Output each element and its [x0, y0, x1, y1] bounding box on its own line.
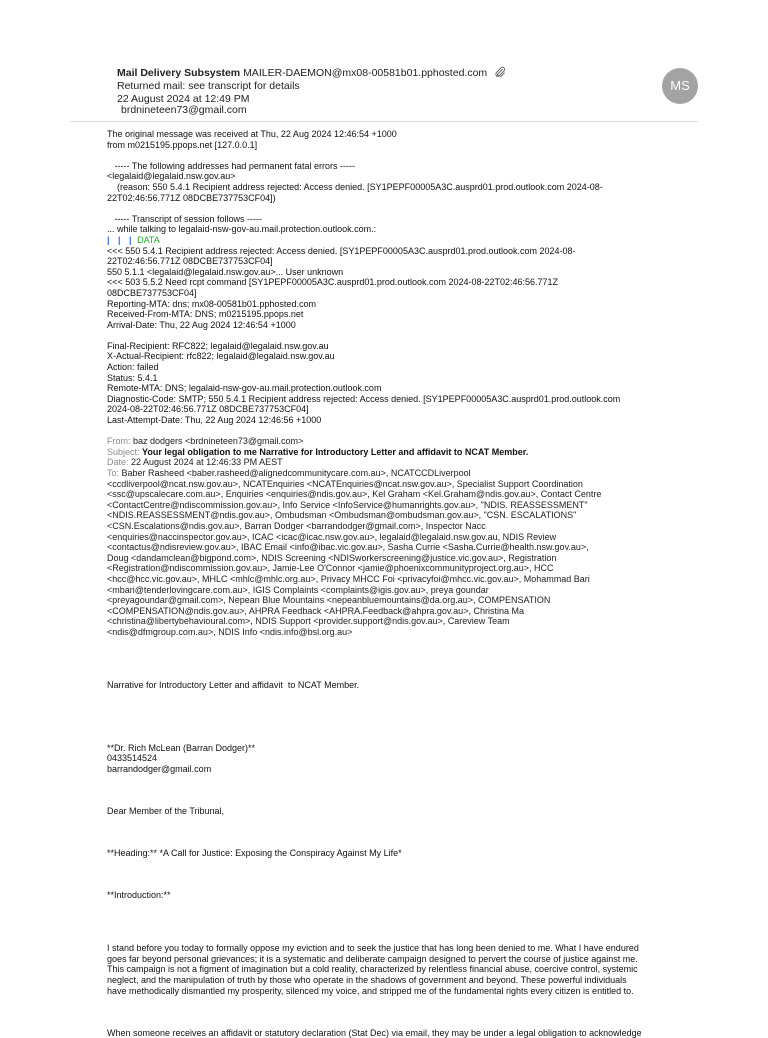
letter-heading: **Heading:** *A Call for Justice: Exposing the Conspiracy Against My Life*	[107, 848, 402, 859]
paragraph-line: goes far beyond personal grievances; it is a systematic and deliberate campaign designed to pervert the course of justice against me.	[107, 953, 638, 964]
fwd-to-value[interactable]: Baber Rasheed <baber.rasheed@alignedcommunitycare.com.au>, NCATCCDLiverpool	[121, 468, 471, 478]
fwd-to-label: To:	[107, 468, 120, 478]
fwd-to-line[interactable]: <christina@libertybehavioural.com>, NDIS Support <provider.support@ndis.gov.au>, Careview Team	[107, 616, 510, 627]
paragraph-line: This campaign is not a figment of imagination but a cold reality, characterized by relentless financial abuse, coercive control, systemic	[107, 964, 638, 975]
body-line: Status: 5.4.1	[107, 372, 158, 383]
from-value	[117, 66, 506, 80]
fwd-to-line[interactable]: <ndis@dfmgroup.com.au>, NDIS Info <ndis.info@bsl.org.au>	[107, 626, 353, 637]
fwd-to-line[interactable]: <Registration@ndiscommission.gov.au>, Jamie-Lee O'Connor <jamie@phoenixcommunityproject.org.au>, HCC	[107, 563, 554, 574]
fwd-to-line[interactable]: <contactus@ndisreview.gov.au>, IBAC Email <info@ibac.vic.gov.au>, Sasha Currie <Sasha.Currie@health.nsw.gov.au>,	[107, 542, 589, 553]
body-line: The original message was received at Thu, 22 Aug 2024 12:46:54 +1000	[107, 129, 397, 139]
body-line: (reason: 550 5.4.1 Recipient address rejected: Access denied. [SY1PEPF00005A3C.ausprd01.prod.outlook.com 2024-08-	[107, 181, 603, 192]
fwd-subject-value: Your legal obligation to me Narrative for Introductory Letter and affidavit to NCAT Member.	[142, 446, 529, 457]
data-line	[107, 235, 702, 246]
salutation: Dear Member of the Tribunal,	[107, 806, 225, 817]
fwd-date-label: Date:	[107, 457, 129, 468]
signature-name: **Dr. Rich McLean (Barran Dodger)**	[107, 742, 256, 753]
letter-title: Narrative for Introductory Letter and affidavit to NCAT Member.	[107, 679, 360, 690]
body-line: 22T02:46:56.771Z 08DCBE737753CF04])	[107, 192, 276, 203]
to-value[interactable]: brdnineteen73@gmail.com	[121, 104, 247, 116]
fwd-from-value[interactable]: baz dodgers <brdnineteen73@gmail.com>	[133, 436, 304, 447]
paragraph-line: I stand before you today to formally oppose my eviction and to seek the justice that has long been denied to me. What I have endured	[107, 943, 639, 954]
sender-name[interactable]: Mail Delivery Subsystem	[117, 67, 241, 79]
fwd-to-line[interactable]: <preyagoundar@gmail.com>, Nepean Blue Mountains <nepeanbluemountains@da.org.au>, COMPENSATION	[107, 595, 551, 606]
forwarded-from	[107, 436, 702, 447]
fwd-to-line[interactable]: <hcc@hcc.vic.gov.au>, MHLC <mhlc@mhlc.org.au>, Privacy MHCC Foi <privacyfoi@mhcc.vic.gov.au>, Mohammad Bari	[107, 573, 590, 584]
subject-value: Returned mail: see transcript for details	[117, 80, 300, 92]
fwd-to-line[interactable]: <NDIS.REASSESSMENT@ndis.gov.au>, Ombudsman <Ombudsman@ombudsman.gov.au>, "CSN. ESCALATIONS"	[107, 510, 577, 521]
body-line: Arrival-Date: Thu, 22 Aug 2024 12:46:54 +1000	[107, 319, 296, 330]
paragraph-line: have methodically dismantled my prosperity, silenced my voice, and stripped me of the fundamental rights every citizen is entitled to.	[107, 985, 634, 996]
forwarded-date	[107, 457, 702, 468]
body-line: 2024-08-22T02:46:56.771Z 08DCBE737753CF04]	[107, 404, 309, 415]
body-line: 22T02:46:56.771Z 08DCBE737753CF04]	[107, 256, 273, 267]
body-line: ... while talking to legalaid-nsw-gov-au.mail.protection.outlook.com.:	[107, 224, 377, 235]
message-body	[107, 129, 702, 1038]
body-line: ----- Transcript of session follows -----	[107, 213, 263, 224]
fwd-date-value: 22 August 2024 at 12:46:33 PM AEST	[131, 457, 283, 468]
body-line: 550 5.1.1 <legalaid@legalaid.nsw.gov.au>... User unknown	[107, 266, 344, 277]
fwd-to-line[interactable]: Doug <dandamclean@bigpond.com>, NDIS Screening <NDISworkerscreening@justice.vic.gov.au>, Registration	[107, 552, 557, 563]
quote-bars-icon: | | |	[107, 234, 135, 245]
avatar[interactable]: MS	[662, 68, 698, 104]
introduction-label: **Introduction:**	[107, 890, 171, 901]
signature-phone: 0433514524	[107, 753, 158, 764]
body-line: <<< 550 5.4.1 Recipient address rejected: Access denied. [SY1PEPF00005A3C.ausprd01.prod.outlook.com 2024-08-	[107, 245, 576, 256]
body-line: <<< 503 5.5.2 Need rcpt command [SY1PEPF00005A3C.ausprd01.prod.outlook.com 2024-08-22T02:46:56.771Z	[107, 277, 559, 288]
body-line: Action: failed	[107, 362, 159, 373]
paragraph-line: When someone receives an affidavit or statutory declaration (Stat Dec) via email, they may be under a legal obligation to acknowledge	[107, 1027, 642, 1038]
body-line: Reporting-MTA: dns; mx08-00581b01.pphosted.com	[107, 298, 316, 309]
signature-email[interactable]: barrandodger@gmail.com	[107, 763, 212, 774]
body-line: 08DCBE737753CF04]	[107, 287, 197, 298]
fwd-to-line[interactable]: <ssc@upscalecare.com.au>, Enquiries <enquiries@ndis.gov.au>, Kel Graham <Kel.Graham@ndis.gov.au>, Contact Centre	[107, 489, 602, 500]
fwd-to-line[interactable]: <ContactCentre@ndiscommission.gov.au>, Info Service <InfoService@humanrights.gov.au>, "NDIS. REASSESSMENT"	[107, 499, 588, 510]
fwd-from-label: From:	[107, 436, 131, 447]
body-line: Received-From-MTA: DNS; m0215195.ppops.net	[107, 309, 304, 320]
header-divider	[70, 121, 698, 122]
data-keyword: DATA	[137, 234, 160, 245]
body-line: X-Actual-Recipient: rfc822; legalaid@legalaid.nsw.gov.au	[107, 351, 335, 362]
body-line: from m0215195.ppops.net [127.0.0.1]	[107, 139, 258, 150]
sender-email[interactable]: MAILER-DAEMON@mx08-00581b01.pphosted.com	[243, 67, 488, 79]
attachment-icon[interactable]	[494, 67, 506, 77]
body-line: Diagnostic-Code: SMTP; 550 5.4.1 Recipient address rejected: Access denied. [SY1PEPF00005A3C.ausprd01.prod.outlook.com	[107, 393, 621, 404]
body-line: Remote-MTA: DNS; legalaid-nsw-gov-au.mail.protection.outlook.com	[107, 383, 382, 394]
fwd-to-line[interactable]: <enquiries@naccinspector.gov.au>, ICAC <icac@icac.nsw.gov.au>, legalaid@legalaid.nsw.gov.au, NDIS Review	[107, 531, 557, 542]
forwarded-to	[107, 468, 702, 479]
body-line: <legalaid@legalaid.nsw.gov.au>	[107, 171, 236, 182]
fwd-to-line[interactable]: <ccdliverpool@ncat.nsw.gov.au>, NCATEnquiries <NCATEnquiries@ncat.nsw.gov.au>, Specialist Support Coordination	[107, 478, 583, 489]
body-line: Final-Recipient: RFC822; legalaid@legalaid.nsw.gov.au	[107, 340, 329, 351]
fwd-to-line[interactable]: <COMPENSATION@ndis.gov.au>, AHPRA Feedback <AHPRA.Feedback@ahpra.gov.au>, Christina Ma	[107, 605, 524, 616]
body-line: Last-Attempt-Date: Thu, 22 Aug 2024 12:46:56 +1000	[107, 415, 322, 426]
paragraph-line: neglect, and the manipulation of truth by those who operate in the shadows of government and beyond. These powerful individuals	[107, 975, 627, 985]
fwd-to-line[interactable]: <CSN.Escalations@ndis.gov.au>, Barran Dodger <barrandodger@gmail.com>, Inspector Nacc	[107, 520, 486, 531]
fwd-to-line[interactable]: <mbari@tenderlovingcare.com.au>, IGIS Complaints <complaints@igis.gov.au>, preya goundar	[107, 584, 489, 595]
forwarded-subject	[107, 447, 702, 458]
fwd-subject-label: Subject:	[107, 446, 140, 457]
date-value: 22 August 2024 at 12:49 PM	[117, 93, 250, 105]
body-line: ----- The following addresses had permanent fatal errors -----	[107, 160, 355, 171]
